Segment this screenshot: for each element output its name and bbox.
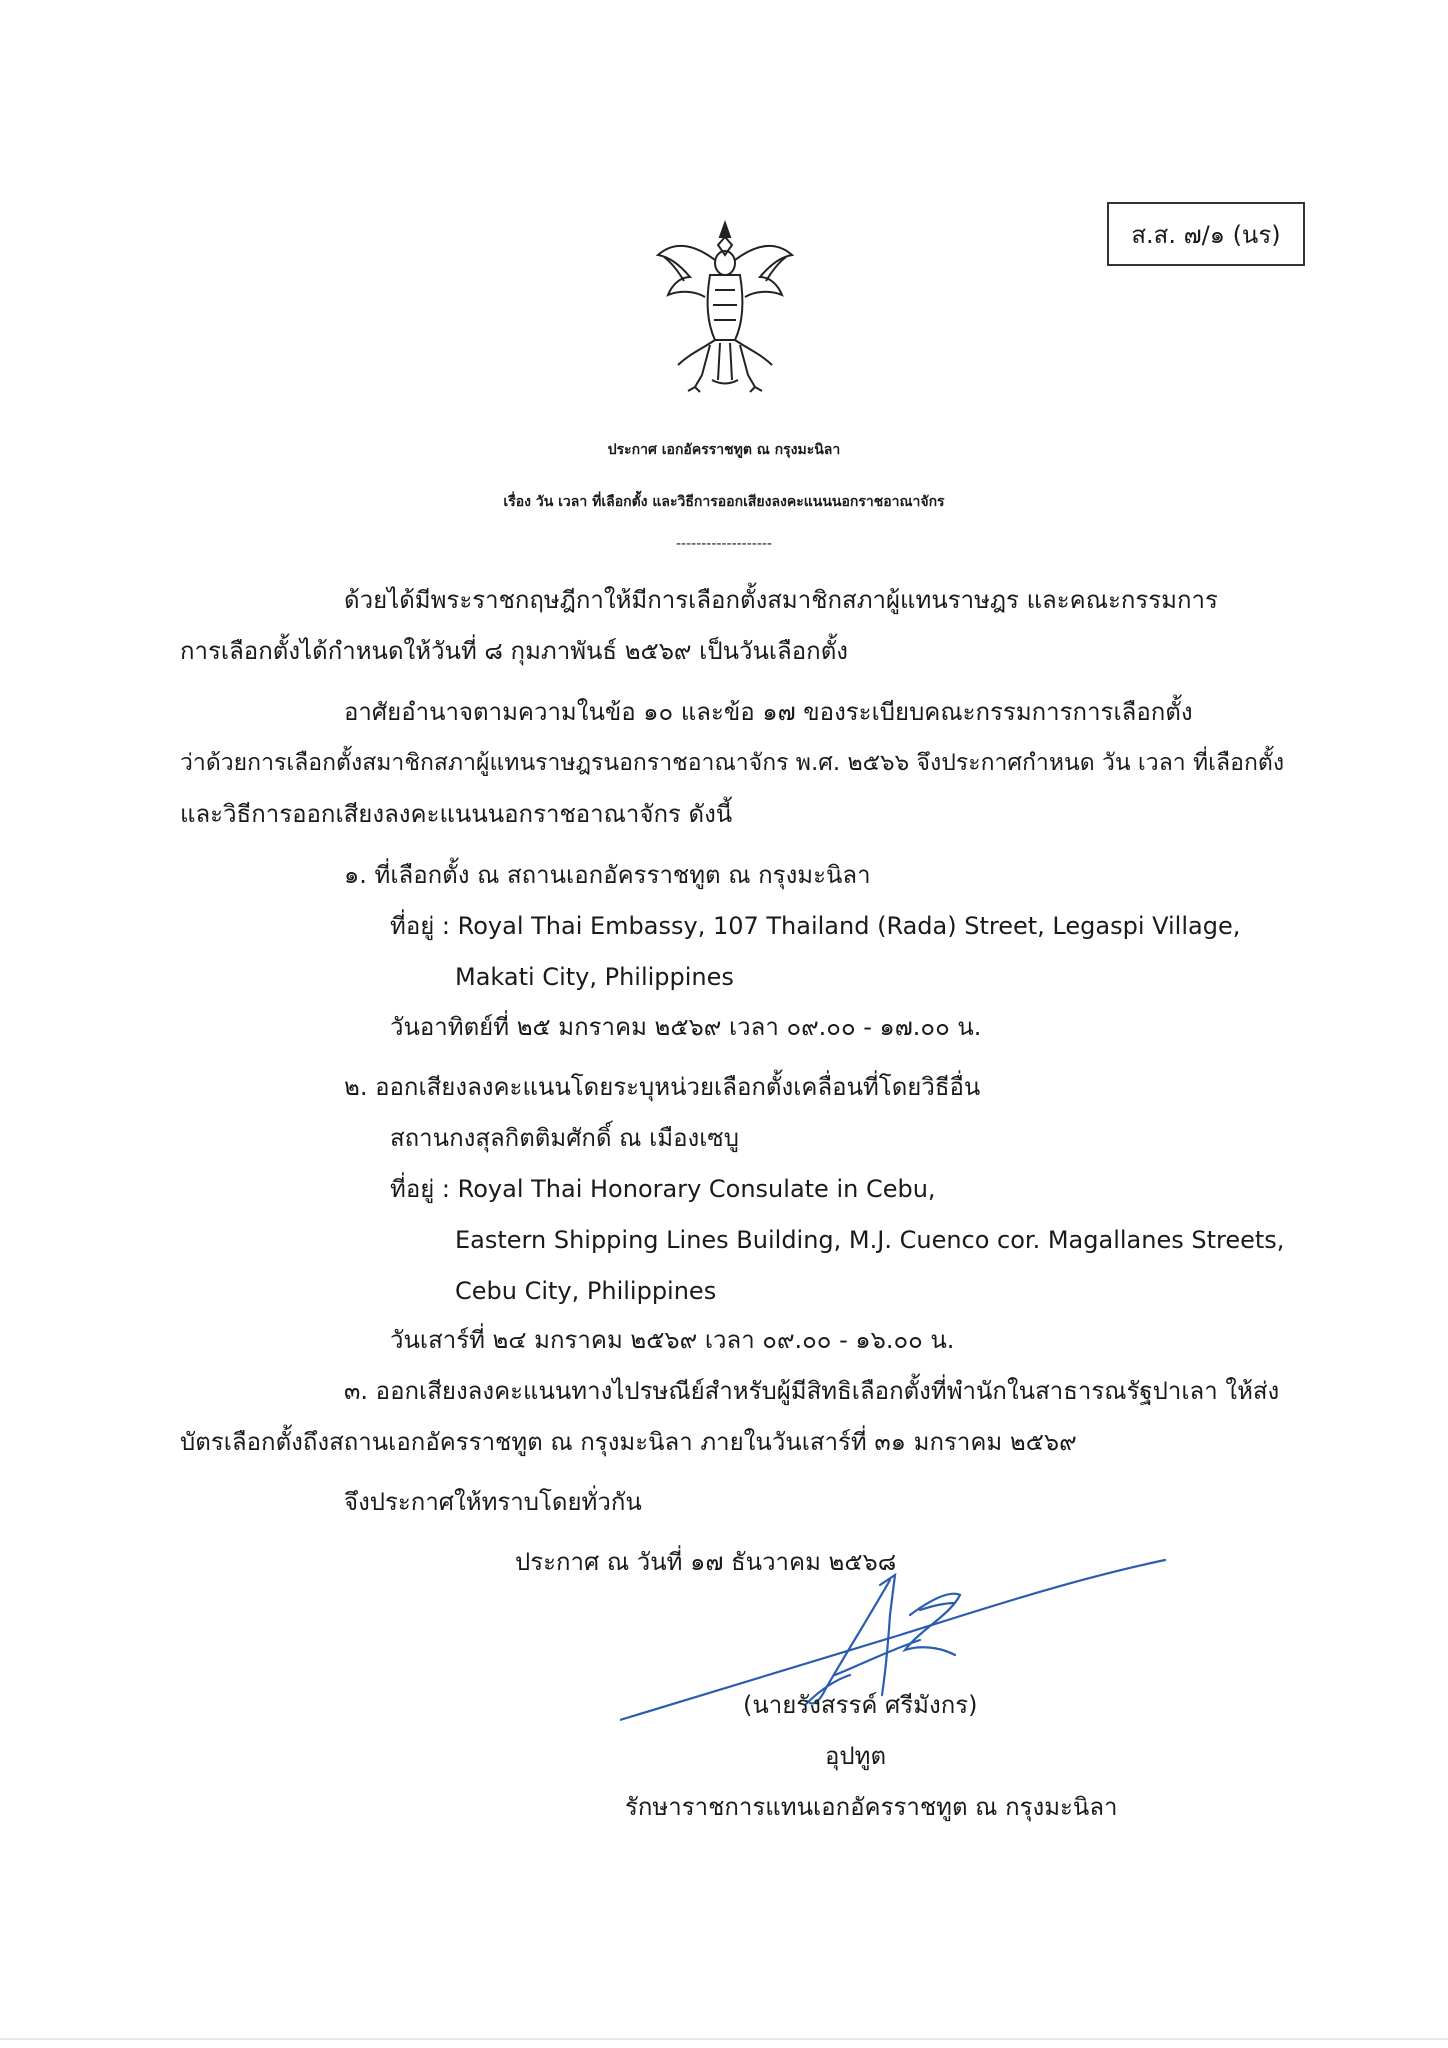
para2-line2: ว่าด้วยการเลือกตั้งสมาชิกสภาผู้แทนราษฎรนอกราชอาณาจักร พ.ศ. ๒๕๖๖ จึงประกาศกำหนด วัน เวลา ที่เลือกตั้ง: [180, 750, 1285, 776]
item2-address-line3: Cebu City, Philippines: [455, 1277, 717, 1305]
item2-datetime: วันเสาร์ที่ ๒๔ มกราคม ๒๕๖๙ เวลา ๐๙.๐๐ - ๑๖.๐๐ น.: [390, 1326, 955, 1354]
item1-address-line2: Makati City, Philippines: [455, 963, 734, 991]
announce-line: จึงประกาศให้ทราบโดยทั่วกัน: [344, 1488, 642, 1516]
para1-line2: การเลือกตั้งได้กำหนดให้วันที่ ๘ กุมภาพันธ์ ๒๕๖๙ เป็นวันเลือกตั้ง: [180, 637, 849, 665]
item1-datetime: วันอาทิตย์ที่ ๒๕ มกราคม ๒๕๖๙ เวลา ๐๙.๐๐ - ๑๗.๐๐ น.: [390, 1013, 982, 1041]
title-divider: -------------------: [676, 536, 772, 552]
document-subject: เรื่อง วัน เวลา ที่เลือกตั้ง และวิธีการออกเสียงลงคะแนนนอกราชอาณาจักร: [503, 494, 945, 510]
signatory-acting-title: รักษาราชการแทนเอกอัครราชทูต ณ กรุงมะนิลา: [625, 1793, 1118, 1821]
para2-line1: อาศัยอำนาจตามความในข้อ ๑๐ และข้อ ๑๗ ของระเบียบคณะกรรมการการเลือกตั้ง: [344, 698, 1193, 726]
document-title: ประกาศ เอกอัครราชทูต ณ กรุงมะนิลา: [607, 442, 841, 458]
item2-address-line1: ที่อยู่ : Royal Thai Honorary Consulate in Cebu,: [390, 1175, 936, 1203]
announcement-date: ประกาศ ณ วันที่ ๑๗ ธันวาคม ๒๕๖๘: [515, 1548, 897, 1576]
item1-address-line1: ที่อยู่ : Royal Thai Embassy, 107 Thailand (Rada) Street, Legaspi Village,: [390, 912, 1241, 940]
handwritten-signature: [620, 1555, 1180, 1755]
garuda-emblem: [650, 215, 800, 395]
item3-line2: บัตรเลือกตั้งถึงสถานเอกอัครราชทูต ณ กรุงมะนิลา ภายในวันเสาร์ที่ ๓๑ มกราคม ๒๕๖๙: [180, 1428, 1077, 1456]
para2-line3: และวิธีการออกเสียงลงคะแนนนอกราชอาณาจักร ดังนี้: [180, 800, 733, 828]
item2-heading: ๒. ออกเสียงลงคะแนนโดยระบุหน่วยเลือกตั้งเคลื่อนที่โดยวิธีอื่น: [344, 1073, 981, 1101]
item2-place: สถานกงสุลกิตติมศักดิ์ ณ เมืองเซบู: [390, 1124, 739, 1152]
item1-heading: ๑. ที่เลือกตั้ง ณ สถานเอกอัครราชทูต ณ กรุงมะนิลา: [344, 861, 871, 889]
item2-address-line2: Eastern Shipping Lines Building, M.J. Cuenco cor. Magallanes Streets,: [455, 1226, 1285, 1254]
signatory-name: (นายรังสรรค์ ศรีมังกร): [743, 1691, 978, 1719]
signatory-position: อุปทูต: [825, 1742, 887, 1770]
para1-line1: ด้วยได้มีพระราชกฤษฎีกาให้มีการเลือกตั้งสมาชิกสภาผู้แทนราษฎร และคณะกรรมการ: [344, 586, 1218, 614]
page-bottom-edge: [0, 2038, 1448, 2040]
document-code-box: ส.ส. ๗/๑ (นร): [1107, 202, 1305, 266]
item3-line1: ๓. ออกเสียงลงคะแนนทางไปรษณีย์สำหรับผู้มีสิทธิเลือกตั้งที่พำนักในสาธารณรัฐปาเลา ให้ส่ง: [344, 1377, 1280, 1405]
